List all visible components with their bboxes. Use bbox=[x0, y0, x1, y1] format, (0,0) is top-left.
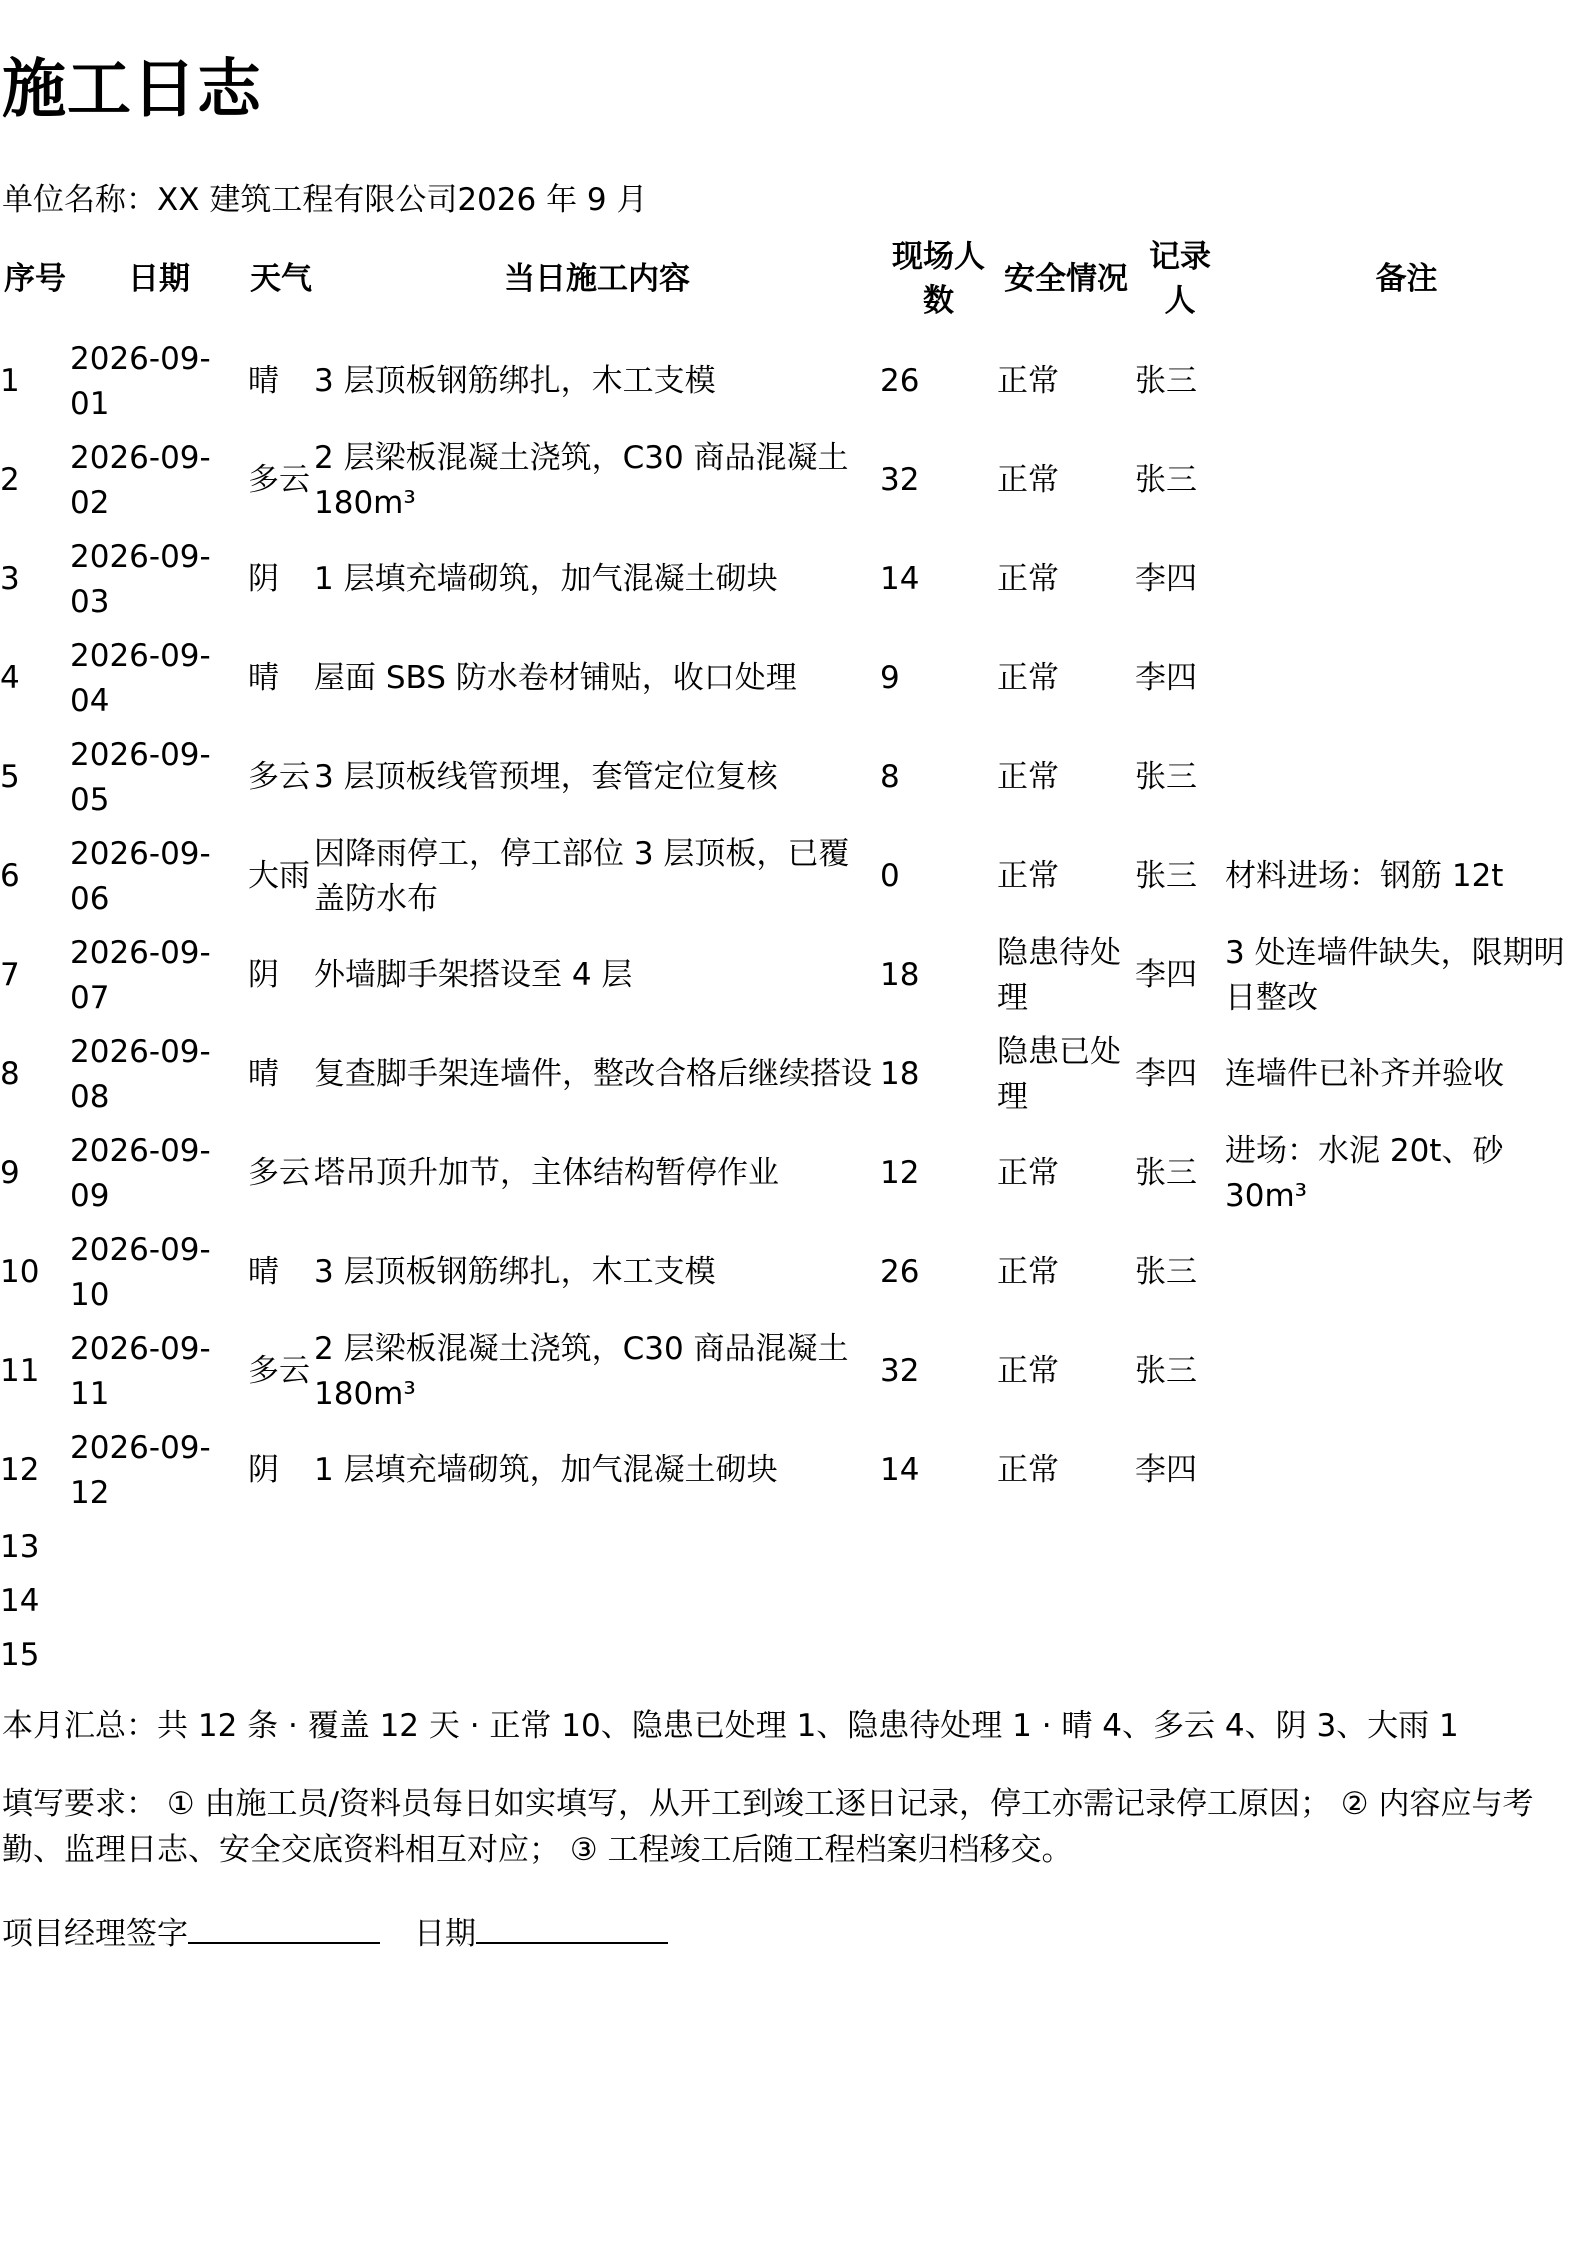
monthly-summary: 本月汇总：共 12 条 · 覆盖 12 天 · 正常 10、隐患已处理 1、隐患待处理 1 · 晴 4、多云 4、阴 3、大雨 1 bbox=[2, 1708, 1459, 1744]
cell-safety: 正常 bbox=[997, 1353, 1059, 1389]
cell-content: 3 层顶板线管预埋，套管定位复核 bbox=[314, 759, 778, 795]
cell-weather: 阴 bbox=[248, 957, 279, 993]
cell-note bbox=[1225, 431, 1588, 530]
signature-row bbox=[2, 1908, 668, 1956]
table-row bbox=[0, 530, 1588, 629]
cell-weather: 大雨 bbox=[248, 858, 310, 894]
cell-weather: 阴 bbox=[248, 1452, 279, 1488]
table-row bbox=[0, 431, 1588, 530]
table-row bbox=[0, 1025, 1588, 1124]
cell-people: 12 bbox=[880, 1155, 920, 1191]
header-note: 备注 bbox=[1375, 261, 1438, 297]
table-row bbox=[0, 926, 1588, 1025]
table-body bbox=[0, 332, 1588, 1682]
header-weather: 天气 bbox=[250, 261, 312, 297]
cell-recorder: 李四 bbox=[1135, 1452, 1197, 1488]
cell-no: 13 bbox=[0, 1528, 40, 1565]
table-row bbox=[0, 629, 1588, 728]
cell-weather: 阴 bbox=[248, 561, 279, 597]
cell-content: 1 层填充墙砌筑，加气混凝土砌块 bbox=[314, 561, 778, 597]
cell-content: 塔吊顶升加节，主体结构暂停作业 bbox=[314, 1155, 779, 1191]
cell-weather: 多云 bbox=[248, 759, 310, 795]
unit-name-line: 单位名称：XX 建筑工程有限公司2026 年 9 月 bbox=[2, 182, 648, 218]
cell-no: 14 bbox=[0, 1582, 40, 1619]
cell-note: 3 处连墙件缺失，限期明日整改 bbox=[1225, 934, 1565, 1016]
cell-date: 2026-09-08 bbox=[70, 1033, 211, 1115]
cell-people: 0 bbox=[880, 858, 900, 894]
cell-no: 2 bbox=[0, 462, 20, 498]
cell-safety: 正常 bbox=[997, 1254, 1059, 1290]
cell-safety: 隐患待处理 bbox=[997, 934, 1121, 1016]
cell-recorder: 李四 bbox=[1135, 660, 1197, 696]
cell-people: 32 bbox=[880, 1353, 920, 1389]
cell-safety: 隐患已处理 bbox=[997, 1033, 1121, 1115]
cell-recorder: 张三 bbox=[1135, 462, 1197, 498]
cell-date: 2026-09-03 bbox=[70, 538, 211, 620]
table-row bbox=[0, 728, 1588, 827]
cell-note bbox=[1225, 332, 1588, 431]
cell-content: 3 层顶板钢筋绑扎，木工支模 bbox=[314, 1254, 716, 1290]
cell-content: 复查脚手架连墙件，整改合格后继续搭设 bbox=[314, 1056, 872, 1092]
table-row bbox=[0, 1421, 1588, 1520]
header-recorder: 记录人 bbox=[1149, 239, 1211, 319]
cell-note bbox=[1225, 1421, 1588, 1520]
cell-people: 18 bbox=[880, 957, 920, 993]
cell-recorder: 李四 bbox=[1135, 1056, 1197, 1092]
cell-no: 15 bbox=[0, 1636, 40, 1673]
cell-date: 2026-09-12 bbox=[70, 1429, 211, 1511]
cell-safety: 正常 bbox=[997, 858, 1059, 894]
empty-row bbox=[0, 1628, 1588, 1682]
cell-date: 2026-09-07 bbox=[70, 934, 211, 1016]
cell-safety: 正常 bbox=[997, 1155, 1059, 1191]
cell-note bbox=[1225, 629, 1588, 728]
cell-recorder: 李四 bbox=[1135, 957, 1197, 993]
cell-people: 9 bbox=[880, 660, 900, 696]
header-date: 日期 bbox=[128, 261, 190, 297]
cell-safety: 正常 bbox=[997, 1452, 1059, 1488]
manager-signature-field[interactable] bbox=[188, 1908, 380, 1944]
cell-note bbox=[1225, 530, 1588, 629]
cell-people: 18 bbox=[880, 1056, 920, 1092]
header-people: 现场人数 bbox=[892, 239, 985, 319]
cell-people: 8 bbox=[880, 759, 900, 795]
table-row bbox=[0, 1322, 1588, 1421]
cell-content: 屋面 SBS 防水卷材铺贴，收口处理 bbox=[314, 660, 797, 696]
cell-recorder: 张三 bbox=[1135, 1254, 1197, 1290]
cell-people: 14 bbox=[880, 1452, 920, 1488]
cell-recorder: 张三 bbox=[1135, 363, 1197, 399]
cell-weather: 多云 bbox=[248, 1155, 310, 1191]
table-row bbox=[0, 827, 1588, 926]
cell-safety: 正常 bbox=[997, 363, 1059, 399]
cell-note: 连墙件已补齐并验收 bbox=[1225, 1056, 1504, 1092]
cell-note: 材料进场：钢筋 12t bbox=[1225, 858, 1504, 894]
cell-content: 因降雨停工，停工部位 3 层顶板，已覆盖防水布 bbox=[314, 835, 850, 917]
cell-no: 7 bbox=[0, 957, 20, 993]
cell-date: 2026-09-09 bbox=[70, 1132, 211, 1214]
cell-no: 1 bbox=[0, 363, 20, 399]
cell-content: 2 层梁板混凝土浇筑，C30 商品混凝土 180m³ bbox=[314, 439, 849, 521]
cell-note bbox=[1225, 1223, 1588, 1322]
cell-no: 11 bbox=[0, 1353, 40, 1389]
cell-date: 2026-09-02 bbox=[70, 439, 211, 521]
table-row bbox=[0, 332, 1588, 431]
cell-safety: 正常 bbox=[997, 561, 1059, 597]
cell-people: 14 bbox=[880, 561, 920, 597]
empty-row bbox=[0, 1520, 1588, 1574]
header-row bbox=[0, 226, 1588, 332]
cell-weather: 多云 bbox=[248, 462, 310, 498]
cell-no: 4 bbox=[0, 660, 20, 696]
cell-date: 2026-09-10 bbox=[70, 1231, 211, 1313]
cell-content: 2 层梁板混凝土浇筑，C30 商品混凝土 180m³ bbox=[314, 1330, 849, 1412]
cell-weather: 晴 bbox=[248, 1254, 279, 1290]
cell-no: 9 bbox=[0, 1155, 20, 1191]
cell-content: 外墙脚手架搭设至 4 层 bbox=[314, 957, 633, 993]
cell-people: 32 bbox=[880, 462, 920, 498]
cell-recorder: 张三 bbox=[1135, 759, 1197, 795]
empty-row bbox=[0, 1574, 1588, 1628]
filling-requirements: 填写要求： ① 由施工员/资料员每日如实填写，从开工到竣工逐日记录，停工亦需记录停工原因； ② 内容应与考勤、监理日志、安全交底资料相互对应； ③ 工程竣工后随工程档案归档移交。 bbox=[2, 1786, 1534, 1868]
log-table bbox=[0, 226, 1588, 1682]
cell-safety: 正常 bbox=[997, 759, 1059, 795]
cell-content: 1 层填充墙砌筑，加气混凝土砌块 bbox=[314, 1452, 778, 1488]
table-header bbox=[0, 226, 1588, 332]
cell-no: 6 bbox=[0, 858, 20, 894]
cell-people: 26 bbox=[880, 363, 920, 399]
cell-no: 10 bbox=[0, 1254, 40, 1290]
cell-weather: 晴 bbox=[248, 363, 279, 399]
manager-signature-label: 项目经理签字 bbox=[2, 1916, 188, 1952]
cell-date: 2026-09-06 bbox=[70, 835, 211, 917]
cell-recorder: 李四 bbox=[1135, 561, 1197, 597]
cell-people: 26 bbox=[880, 1254, 920, 1290]
cell-no: 5 bbox=[0, 759, 20, 795]
page-title: 施工日志 bbox=[2, 53, 262, 127]
header-content: 当日施工内容 bbox=[504, 261, 690, 297]
cell-note bbox=[1225, 728, 1588, 827]
cell-recorder: 张三 bbox=[1135, 1155, 1197, 1191]
header-no: 序号 bbox=[4, 261, 66, 297]
header-safety: 安全情况 bbox=[1004, 261, 1128, 297]
cell-date: 2026-09-01 bbox=[70, 340, 211, 422]
cell-no: 12 bbox=[0, 1452, 40, 1488]
cell-recorder: 张三 bbox=[1135, 1353, 1197, 1389]
signature-date-field[interactable] bbox=[476, 1908, 668, 1944]
cell-note bbox=[1225, 1322, 1588, 1421]
cell-safety: 正常 bbox=[997, 660, 1059, 696]
table-row bbox=[0, 1124, 1588, 1223]
cell-no: 8 bbox=[0, 1056, 20, 1092]
cell-date: 2026-09-04 bbox=[70, 637, 211, 719]
cell-date: 2026-09-05 bbox=[70, 736, 211, 818]
cell-weather: 晴 bbox=[248, 1056, 279, 1092]
cell-note: 进场：水泥 20t、砂 30m³ bbox=[1225, 1132, 1504, 1214]
cell-weather: 晴 bbox=[248, 660, 279, 696]
cell-weather: 多云 bbox=[248, 1353, 310, 1389]
cell-date: 2026-09-11 bbox=[70, 1330, 211, 1412]
cell-recorder: 张三 bbox=[1135, 858, 1197, 894]
signature-date-label: 日期 bbox=[414, 1916, 476, 1952]
cell-content: 3 层顶板钢筋绑扎，木工支模 bbox=[314, 363, 716, 399]
table-row bbox=[0, 1223, 1588, 1322]
cell-safety: 正常 bbox=[997, 462, 1059, 498]
cell-no: 3 bbox=[0, 561, 20, 597]
